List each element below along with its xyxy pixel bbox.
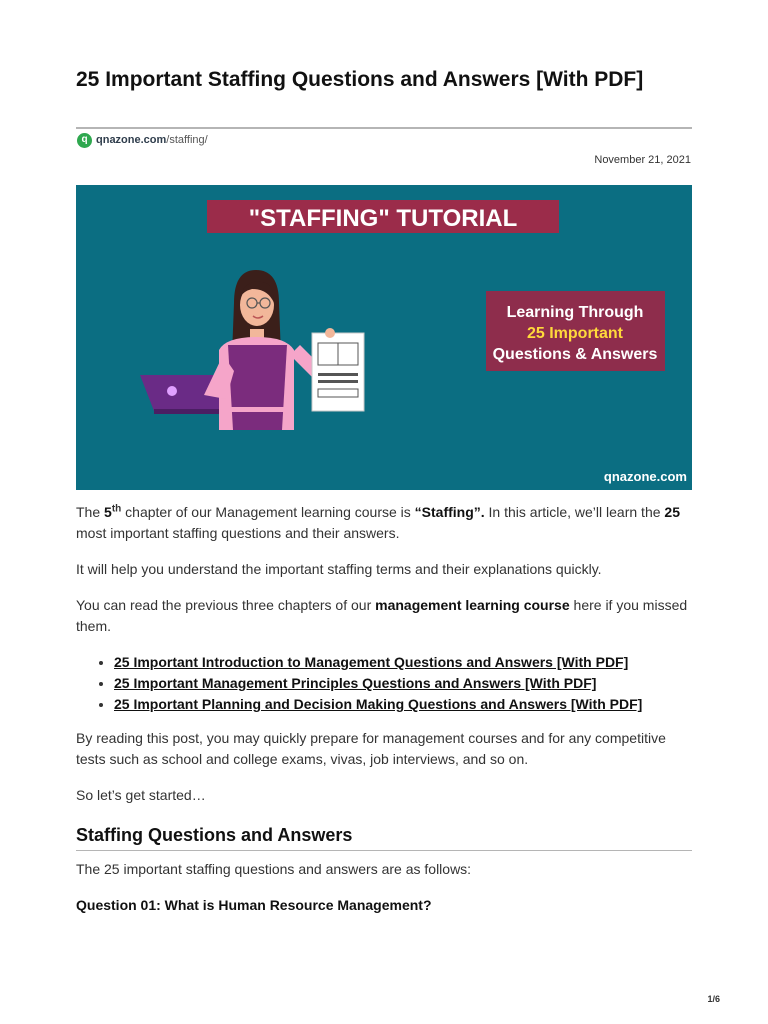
info-box-line2: 25 Important [526,325,624,342]
info-box-line3: Questions & Answers [492,346,658,363]
list-item [114,652,692,673]
section-divider [76,850,692,851]
link-planning-chapter[interactable]: 25 Important Planning and Decision Making Questions and Answers [With PDF] [114,696,643,712]
page-number: 1/6 [707,994,720,1004]
section-heading: Staffing Questions and Answers [76,825,353,845]
banner-text: "STAFFING" TUTORIAL [248,205,518,232]
section-intro: The 25 important staffing questions and answers are as follows: [76,861,472,877]
title-divider [76,127,692,129]
info-box-line1: Learning Through [506,304,644,321]
source-path: /staffing/ [166,134,208,146]
image-watermark: qnazone.com [603,469,687,484]
list-item [114,673,692,694]
chapter-links-list [76,652,692,715]
question-heading: Question 01: What is Human Resource Management? [76,897,432,913]
preparation-paragraph: By reading this post, you may quickly prepare for management courses and for any competitive tests such as school and college exams, vivas, job interviews, and so on. [76,730,666,767]
help-paragraph: It will help you understand the important staffing terms and their explanations quickly. [76,561,602,577]
woman-illustration-icon [140,270,364,430]
course-name: management learning course [375,597,570,613]
article-body [76,502,692,916]
list-item [114,694,692,715]
intro-paragraph: The 5th chapter of our Management learning course is “Staffing”. In this article, we’ll learn the 25 most important staffing questions and their answers. [76,503,680,541]
page-title: 25 Important Staffing Questions and Answers [With PDF] [76,68,644,91]
publish-date: November 21, 2021 [594,154,691,166]
source-domain: qnazone.com [96,134,167,146]
link-principles-chapter[interactable]: 25 Important Management Principles Questions and Answers [With PDF] [114,675,597,691]
previous-chapters-paragraph: You can read the previous three chapters of our management learning course here if you missed them. [76,597,688,634]
get-started-paragraph: So let’s get started… [76,787,206,803]
link-introduction-chapter[interactable]: 25 Important Introduction to Management Questions and Answers [With PDF] [114,654,629,670]
hero-image [76,185,692,490]
qnazone-logo-icon: q [77,133,92,148]
source-link[interactable] [77,132,208,148]
